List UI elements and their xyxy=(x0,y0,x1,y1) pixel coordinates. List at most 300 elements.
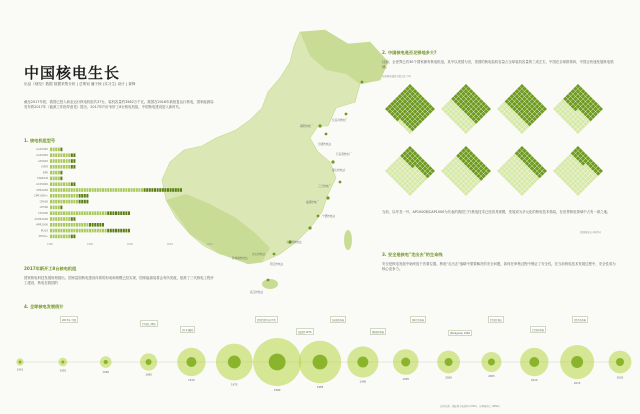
bar xyxy=(50,148,52,152)
bar-label: AP1000 xyxy=(38,159,48,163)
bar xyxy=(84,188,86,192)
bar xyxy=(84,229,86,233)
bar xyxy=(99,223,101,227)
bar xyxy=(50,182,52,186)
bar xyxy=(53,194,55,198)
bar xyxy=(63,182,65,186)
bar xyxy=(53,211,55,215)
bar xyxy=(172,188,174,192)
timeline-bubble-core xyxy=(445,358,453,366)
timeline-year: 1995 xyxy=(402,377,410,381)
bar-label: M310+ xyxy=(38,235,48,239)
map-label: 台山核电站 xyxy=(252,253,265,256)
bar xyxy=(68,217,70,221)
bar xyxy=(55,206,57,210)
bar xyxy=(107,188,109,192)
bar xyxy=(50,206,52,210)
timeline-box: [日本]福岛 xyxy=(180,326,195,333)
bar xyxy=(71,182,73,186)
bar xyxy=(102,211,104,215)
timeline-box: [巴西] 核电 xyxy=(572,316,588,323)
bar xyxy=(73,165,75,169)
bar xyxy=(63,223,65,227)
bar xyxy=(68,223,70,227)
bar xyxy=(81,223,83,227)
timeline-box: [英国] 核电 xyxy=(330,316,346,323)
bar xyxy=(110,229,112,233)
mid-text: 当前，以华龙一号、AP1000和CAP1000为代表的我国三代核电技术已经初具规模，发展成为多元化的核电技术格局，在世界核电领域中占有一席之地。 xyxy=(382,210,611,214)
bar xyxy=(50,171,52,175)
bar xyxy=(81,188,83,192)
bar xyxy=(71,229,73,233)
bar xyxy=(50,159,52,163)
bar xyxy=(71,200,73,204)
bar xyxy=(53,217,55,221)
bar xyxy=(125,188,127,192)
share-grid xyxy=(385,84,435,134)
bar xyxy=(71,153,73,157)
bar xyxy=(55,194,57,198)
bar xyxy=(60,165,62,169)
bar xyxy=(58,194,60,198)
bar xyxy=(63,188,65,192)
bar xyxy=(53,148,55,152)
grid-legend: 各国核电装机容量占比 (%) xyxy=(382,75,411,78)
share-grids xyxy=(378,78,618,208)
bar xyxy=(55,217,57,221)
bar xyxy=(115,229,117,233)
bar xyxy=(60,148,62,152)
map-hainan xyxy=(262,279,278,289)
bar xyxy=(60,211,62,215)
bar xyxy=(105,211,107,215)
bar xyxy=(60,206,62,210)
map-label: 石岛湾核电厂 xyxy=(336,153,352,156)
bar xyxy=(53,200,55,204)
share-grid xyxy=(441,84,491,134)
bar xyxy=(157,188,159,192)
bar xyxy=(81,194,83,198)
bar xyxy=(128,229,130,233)
bar-label: CPR1000 xyxy=(36,188,48,192)
bar xyxy=(118,229,120,233)
bar xyxy=(55,148,57,152)
bar xyxy=(120,229,122,233)
bar xyxy=(105,188,107,192)
bar xyxy=(63,235,65,239)
bar xyxy=(170,188,172,192)
bar xyxy=(76,223,78,227)
bar xyxy=(60,229,62,233)
bar xyxy=(55,182,57,186)
bar xyxy=(66,229,68,233)
bar xyxy=(50,211,52,215)
bar xyxy=(92,211,94,215)
bar xyxy=(55,223,57,227)
bar xyxy=(115,188,117,192)
bar-label: CP300 xyxy=(39,206,48,210)
bar xyxy=(79,229,81,233)
timeline-year: 1965 xyxy=(145,373,152,377)
bar xyxy=(146,188,148,192)
bar xyxy=(73,217,75,221)
bar xyxy=(125,211,127,215)
bar xyxy=(71,235,73,239)
bar xyxy=(76,200,78,204)
timeline-year: 2000 xyxy=(445,376,452,380)
timeline-year: 1960 xyxy=(102,370,110,374)
map-label: 大亚湾核电站 xyxy=(286,241,302,244)
map-label: 红沿河核电厂 xyxy=(332,119,348,122)
bar xyxy=(110,211,112,215)
bar xyxy=(50,223,52,227)
bar xyxy=(86,200,88,204)
bar-chart-note-title: 2017年新开工8台核电机组 xyxy=(24,266,77,271)
bar xyxy=(58,182,60,186)
bar-chart-note-text: 国家核电科技发展规划指出，国家层面核电建设体系的形成和规模已经实现，国家能源局将会有所发展，批准了三代核电工程开工建设，核电在我国的 xyxy=(24,276,214,285)
timeline-bubble-core xyxy=(488,359,495,366)
bar xyxy=(58,165,60,169)
bar-label: CANDU6 xyxy=(36,177,48,181)
bar xyxy=(73,188,75,192)
bar xyxy=(86,229,88,233)
bar xyxy=(94,188,96,192)
bar xyxy=(86,223,88,227)
bar-label: M310 xyxy=(40,229,48,233)
bar xyxy=(55,188,57,192)
source-caption: 资料来源：国际原子能机构 (IAEA)、世界核协会 (WNA) xyxy=(440,405,500,408)
bar xyxy=(71,194,73,198)
bar-label: CAP1000 xyxy=(36,154,48,157)
share-grid xyxy=(385,146,435,196)
bar xyxy=(84,194,86,198)
bar xyxy=(120,188,122,192)
bar xyxy=(63,165,65,169)
timeline-bubble-core xyxy=(357,357,368,368)
bar xyxy=(66,223,68,227)
timeline-bubble-core xyxy=(146,359,152,365)
bar xyxy=(128,188,130,192)
bar xyxy=(66,165,68,169)
timeline-year: 2015 xyxy=(573,382,581,385)
timeline-year: 2005 xyxy=(488,375,495,378)
bar xyxy=(84,223,86,227)
map-label: 宁德核电站 xyxy=(322,215,335,218)
bar-label: CP1000 xyxy=(38,212,48,215)
bar xyxy=(164,188,166,192)
bar xyxy=(55,200,57,204)
bar xyxy=(81,229,83,233)
bar xyxy=(76,211,78,215)
bar xyxy=(68,165,70,169)
bar xyxy=(58,200,60,204)
timeline-bubble-core xyxy=(529,357,539,367)
section-2-title: 2. 中国核电是否足够地多大? xyxy=(382,50,437,55)
bar xyxy=(73,153,75,157)
bar xyxy=(136,188,138,192)
bar xyxy=(66,217,68,221)
bar xyxy=(128,211,130,215)
bar xyxy=(175,188,177,192)
bar xyxy=(53,171,55,175)
bar xyxy=(97,229,99,233)
bar xyxy=(58,188,60,192)
bar xyxy=(99,188,101,192)
bar xyxy=(89,211,91,215)
bar xyxy=(144,188,146,192)
bar xyxy=(79,211,81,215)
bar xyxy=(112,188,114,192)
bar xyxy=(55,211,57,215)
timeline-box: [美国]三哩岛 xyxy=(140,320,158,327)
bar xyxy=(79,188,81,192)
bar xyxy=(118,188,120,192)
timeline-year: 2020 xyxy=(616,376,624,380)
share-grid xyxy=(441,146,491,196)
bar xyxy=(73,211,75,215)
share-grid xyxy=(497,146,547,196)
bar xyxy=(60,223,62,227)
bar xyxy=(66,235,68,239)
bar xyxy=(105,229,107,233)
map-label: 海阳核电厂 xyxy=(300,125,313,128)
bar xyxy=(118,211,120,215)
bar xyxy=(58,223,60,227)
bar xyxy=(133,188,135,192)
bar xyxy=(58,217,60,221)
bar xyxy=(120,211,122,215)
timeline-bubble-core xyxy=(571,356,583,368)
map-label: 福清核电厂 xyxy=(306,201,319,204)
bar xyxy=(53,229,55,233)
bar xyxy=(73,223,75,227)
bar-label: ACPR1000 xyxy=(34,217,48,221)
bar xyxy=(53,159,55,163)
bar xyxy=(60,182,62,186)
bar xyxy=(94,229,96,233)
bar xyxy=(99,229,101,233)
timeline-year: 1990 xyxy=(359,380,367,384)
bar xyxy=(159,188,161,192)
map-label: 田湾核电站 xyxy=(318,143,331,146)
axis-tick: 1990 xyxy=(86,242,94,246)
bar xyxy=(58,153,60,157)
timeline-bubble-core xyxy=(228,356,241,369)
bar xyxy=(58,148,60,152)
bar xyxy=(180,188,182,192)
bar xyxy=(123,229,125,233)
bar-label: HPR1000 xyxy=(36,223,48,227)
timeline-title: 4. 全球核电发展统计 xyxy=(24,304,64,309)
timeline-box: 2017年 中国 xyxy=(60,316,78,323)
bar xyxy=(55,171,57,175)
axis-tick: 1985 xyxy=(46,242,54,246)
bar-label: CPR1000+ xyxy=(34,194,48,198)
timeline-box: [Paraguay] 1984 xyxy=(450,331,470,335)
bar xyxy=(71,211,73,215)
bar xyxy=(68,229,70,233)
world-share-label: 我国核电占全球(%) xyxy=(580,231,601,234)
bar xyxy=(73,194,75,198)
bar xyxy=(92,223,94,227)
section-3-title: 3. 安全是核电"走出去"的生命线 xyxy=(382,252,443,257)
bar xyxy=(123,211,125,215)
bar xyxy=(73,229,75,233)
map-label: 三门核电厂 xyxy=(318,185,331,188)
bar xyxy=(58,206,60,210)
bar xyxy=(50,165,52,169)
bar xyxy=(50,153,52,157)
bar xyxy=(58,211,60,215)
timeline-year: 1970 xyxy=(188,379,195,383)
bar xyxy=(89,188,91,192)
bar xyxy=(53,188,55,192)
bar xyxy=(66,188,68,192)
bar xyxy=(92,229,94,233)
axis-tick: 2015 xyxy=(206,242,214,246)
map-label: 防城港核电站 xyxy=(232,257,248,260)
bar xyxy=(68,159,70,163)
bar xyxy=(112,211,114,215)
bar xyxy=(55,177,57,181)
bar xyxy=(68,153,70,157)
bar xyxy=(66,211,68,215)
bar xyxy=(60,153,62,157)
bar xyxy=(53,177,55,181)
bar xyxy=(149,188,151,192)
bar xyxy=(110,188,112,192)
bar xyxy=(63,194,65,198)
page-subtitle: 出品《财经》数据 数据采集分析 | 总策划 潘子桢 (实习生) 设计 | 姜锋 xyxy=(24,82,136,86)
bar-label: ACP1000 xyxy=(36,183,48,186)
bar xyxy=(66,200,68,204)
bar xyxy=(50,177,52,181)
bar xyxy=(60,194,62,198)
bar xyxy=(53,235,55,239)
bar xyxy=(84,211,86,215)
bar-label: VVER xyxy=(41,165,48,169)
bar xyxy=(99,211,101,215)
bar xyxy=(53,165,55,169)
bar xyxy=(86,194,88,198)
bar xyxy=(97,211,99,215)
share-grid xyxy=(497,84,547,134)
bar xyxy=(55,153,57,157)
bar xyxy=(81,211,83,215)
bar xyxy=(71,217,73,221)
bar xyxy=(50,235,52,239)
bar xyxy=(141,188,143,192)
bar xyxy=(102,188,104,192)
timeline-bubble-core xyxy=(616,358,624,366)
bar xyxy=(102,223,104,227)
bar xyxy=(60,235,62,239)
bar xyxy=(50,200,52,204)
section-2-text: 目前，全世界已有30个国家拥有核电机组，其中以美国为首，美国的核电装机容量占全球装机容量的三成左右，中国在全球排第四，中国正快速发展核电领域。 xyxy=(382,60,614,69)
bar xyxy=(68,182,70,186)
bar xyxy=(115,211,117,215)
bar xyxy=(97,188,99,192)
bar xyxy=(60,200,62,204)
bar xyxy=(60,188,62,192)
timeline-year: 1980 xyxy=(273,389,281,392)
bar xyxy=(102,229,104,233)
bar xyxy=(71,188,73,192)
bar xyxy=(71,159,73,163)
bar xyxy=(76,188,78,192)
bar xyxy=(76,194,78,198)
bar xyxy=(63,159,65,163)
bar xyxy=(63,229,65,233)
bar xyxy=(107,229,109,233)
bar-chart xyxy=(22,145,222,257)
bar xyxy=(167,188,169,192)
timeline-box: [法国] 1974 xyxy=(296,328,314,335)
intro-paragraph: 截至2017年底，我国已投入商业运行核电机组共37台，装机容量约3582万千瓦。我国在2016年新批复运行核电，国家能源局发布的2017年《能源工作指导意见》提出，2017年内计划开工8台核电机组，中国核电建设进入新时代。 xyxy=(24,100,214,109)
bar xyxy=(50,217,52,221)
timeline-box: [印度] 核电 xyxy=(410,316,426,323)
bar xyxy=(66,159,68,163)
timeline-year: 1975 xyxy=(230,383,238,387)
bar xyxy=(89,223,91,227)
bar xyxy=(154,188,156,192)
map-label: 昌江核电站 xyxy=(250,291,263,294)
timeline-year: 2010 xyxy=(530,379,538,383)
timeline-year: 1985 xyxy=(316,386,324,390)
bar xyxy=(68,188,70,192)
bar xyxy=(112,229,114,233)
bar xyxy=(125,229,127,233)
bar xyxy=(50,188,52,192)
timeline-bubble-core xyxy=(313,355,328,370)
bar xyxy=(92,188,94,192)
bar xyxy=(50,229,52,233)
bar xyxy=(66,182,68,186)
bar xyxy=(73,200,75,204)
map-label: 秦山核电站 xyxy=(332,169,345,172)
bar xyxy=(50,194,52,198)
share-grid xyxy=(553,84,603,134)
bar xyxy=(66,153,68,157)
bar-chart-title: 1. 核电机组型号 xyxy=(24,138,56,143)
timeline-box: [美国] 核电 xyxy=(530,326,546,333)
bar xyxy=(58,235,60,239)
bar xyxy=(68,235,70,239)
bar xyxy=(79,223,81,227)
bar xyxy=(71,165,73,169)
bar xyxy=(86,211,88,215)
timeline-bubble-core xyxy=(401,358,410,367)
timeline-bubble-core xyxy=(186,357,196,367)
bar xyxy=(55,159,57,163)
bar xyxy=(63,200,65,204)
bar xyxy=(60,177,62,181)
timeline-bubble-core xyxy=(19,361,22,364)
bar xyxy=(53,182,55,186)
bar xyxy=(123,188,125,192)
bar xyxy=(76,229,78,233)
bar xyxy=(53,206,55,210)
bar xyxy=(60,217,62,221)
bar xyxy=(58,229,60,233)
map-taiwan xyxy=(344,230,352,250)
bar xyxy=(55,229,57,233)
bar xyxy=(89,229,91,233)
bar xyxy=(84,200,86,204)
bar xyxy=(138,188,140,192)
bar xyxy=(94,223,96,227)
bar xyxy=(55,235,57,239)
